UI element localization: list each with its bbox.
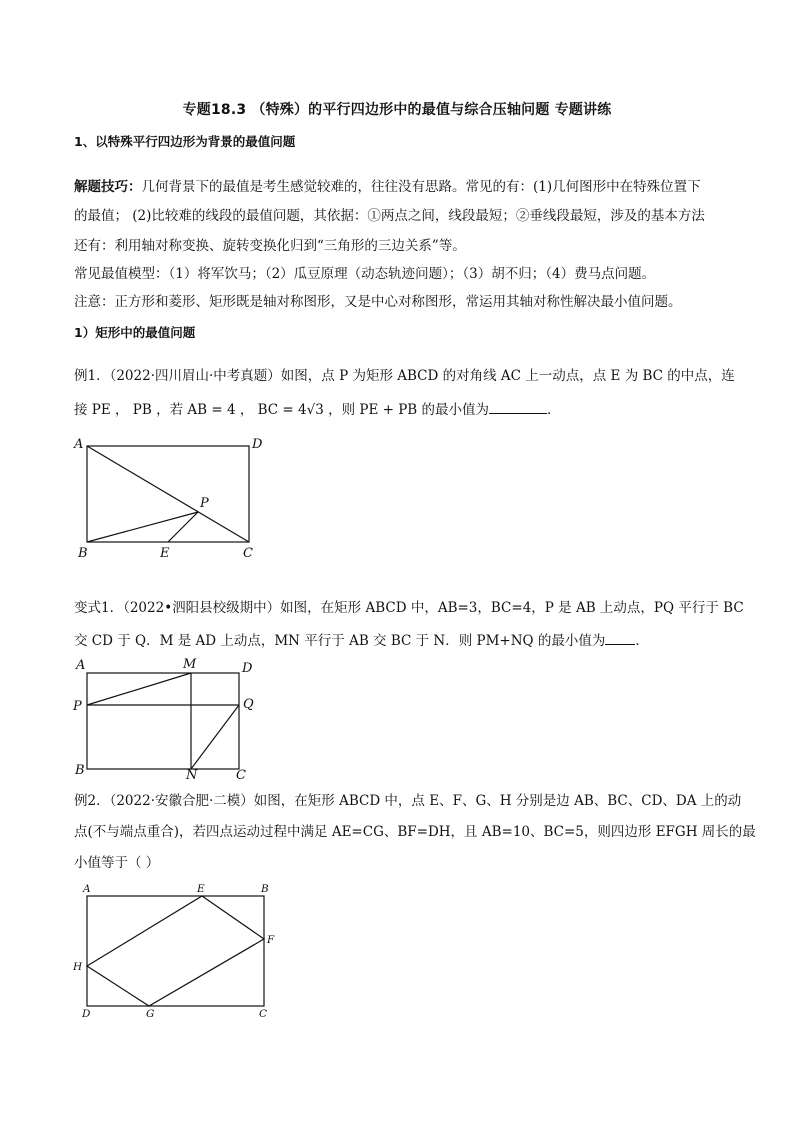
section-heading: 1、以特殊平行四边形为背景的最值问题 bbox=[74, 134, 296, 149]
label-n: N bbox=[186, 768, 198, 780]
label-e: E bbox=[160, 546, 170, 561]
figure-variant1 bbox=[70, 655, 270, 780]
figure-example1 bbox=[70, 430, 270, 570]
diagonal-ac bbox=[87, 446, 249, 542]
tips-line-4: 常见最值模型：（1）将军饮马；（2）瓜豆原理（动态轨迹问题）；（3）胡不归；（4）费马点问题。 bbox=[74, 266, 656, 282]
tips-text-1: 几何背景下的最值是考生感觉较难的，往往没有思路。常见的有：(1)几何图形中在特殊位置下 bbox=[141, 179, 701, 195]
label-m: M bbox=[183, 657, 197, 672]
tips-line-2: 的最值； (2)比较难的线段的最值问题，其依据：①两点之间，线段最短；②垂线段最短，涉及的基本方法 bbox=[74, 208, 705, 224]
variant1-line-1: 变式1．（2022•泗阳县校级期中）如图，在矩形 ABCD 中，AB=3，BC=4，P 是 AB 上动点，PQ 平行于 BC bbox=[74, 600, 744, 616]
example2-line-3: 小值等于（ ） bbox=[74, 855, 160, 871]
figure-example2 bbox=[70, 880, 280, 1020]
tips-label: 解题技巧： bbox=[74, 179, 142, 195]
label-c: C bbox=[236, 768, 246, 780]
label-e: E bbox=[197, 883, 205, 895]
label-d: D bbox=[82, 1008, 91, 1020]
tips-line-1 bbox=[74, 177, 734, 197]
label-a: A bbox=[76, 658, 86, 673]
label-c: C bbox=[259, 1008, 268, 1020]
label-f: F bbox=[267, 934, 275, 946]
segment-pm bbox=[87, 673, 191, 705]
segment-pb bbox=[87, 512, 198, 542]
rectangle-abcd bbox=[87, 673, 239, 769]
variant1-line-2 bbox=[74, 631, 734, 651]
label-a: A bbox=[74, 437, 84, 452]
example2-line-2: 点(不与端点重合)，若四点运动过程中满足 AE=CG、BF=DH，且 AB=10、BC=5，则四边形 EFGH 周长的最 bbox=[74, 824, 756, 840]
label-d: D bbox=[242, 661, 253, 676]
example1-period: ． bbox=[547, 402, 561, 418]
label-c: C bbox=[243, 546, 253, 561]
label-p: P bbox=[200, 496, 209, 511]
variant1-text: 交 CD 于 Q．M 是 AD 上动点，MN 平行于 AB 交 BC 于 N．则 PM+NQ 的最小值为 bbox=[74, 633, 606, 649]
tips-line-5: 注意：正方形和菱形、矩形既是轴对称图形，又是中心对称图形，常运用其轴对称性解决最小值问题。 bbox=[74, 294, 682, 310]
answer-blank bbox=[489, 401, 547, 414]
label-b: B bbox=[78, 546, 88, 561]
label-a: A bbox=[83, 883, 91, 895]
tips-line-3: 还有：利用轴对称变换、旋转变换化归到“三角形的三边关系”等。 bbox=[74, 238, 466, 254]
example1-text: 接 PE ， PB ，若 AB = 4 ， BC = 4√3 ，则 PE + PB 的最小值为 bbox=[74, 402, 490, 418]
label-q: Q bbox=[243, 697, 254, 712]
page-title: 专题18.3 （特殊）的平行四边形中的最值与综合压轴问题 专题讲练 bbox=[182, 102, 612, 118]
subsection-heading: 1）矩形中的最值问题 bbox=[74, 325, 196, 340]
label-g: G bbox=[146, 1008, 155, 1020]
variant1-period: ． bbox=[635, 633, 649, 649]
label-h: H bbox=[73, 961, 83, 973]
answer-blank bbox=[605, 632, 635, 645]
label-p: P bbox=[73, 699, 82, 714]
label-d: D bbox=[252, 437, 263, 452]
segment-nq bbox=[191, 705, 239, 769]
example2-line-1: 例2．（2022·安徽合肥·二模）如图，在矩形 ABCD 中，点 E、F、G、H 分别是边 AB、BC、CD、DA 上的动 bbox=[74, 793, 742, 809]
label-b: B bbox=[261, 883, 269, 895]
quadrilateral-efgh bbox=[87, 896, 264, 1006]
label-b: B bbox=[75, 763, 85, 778]
example1-line-1: 例1．（2022·四川眉山·中考真题）如图，点 P 为矩形 ABCD 的对角线 AC 上一动点，点 E 为 BC 的中点，连 bbox=[74, 368, 735, 384]
example1-line-2 bbox=[74, 400, 734, 420]
